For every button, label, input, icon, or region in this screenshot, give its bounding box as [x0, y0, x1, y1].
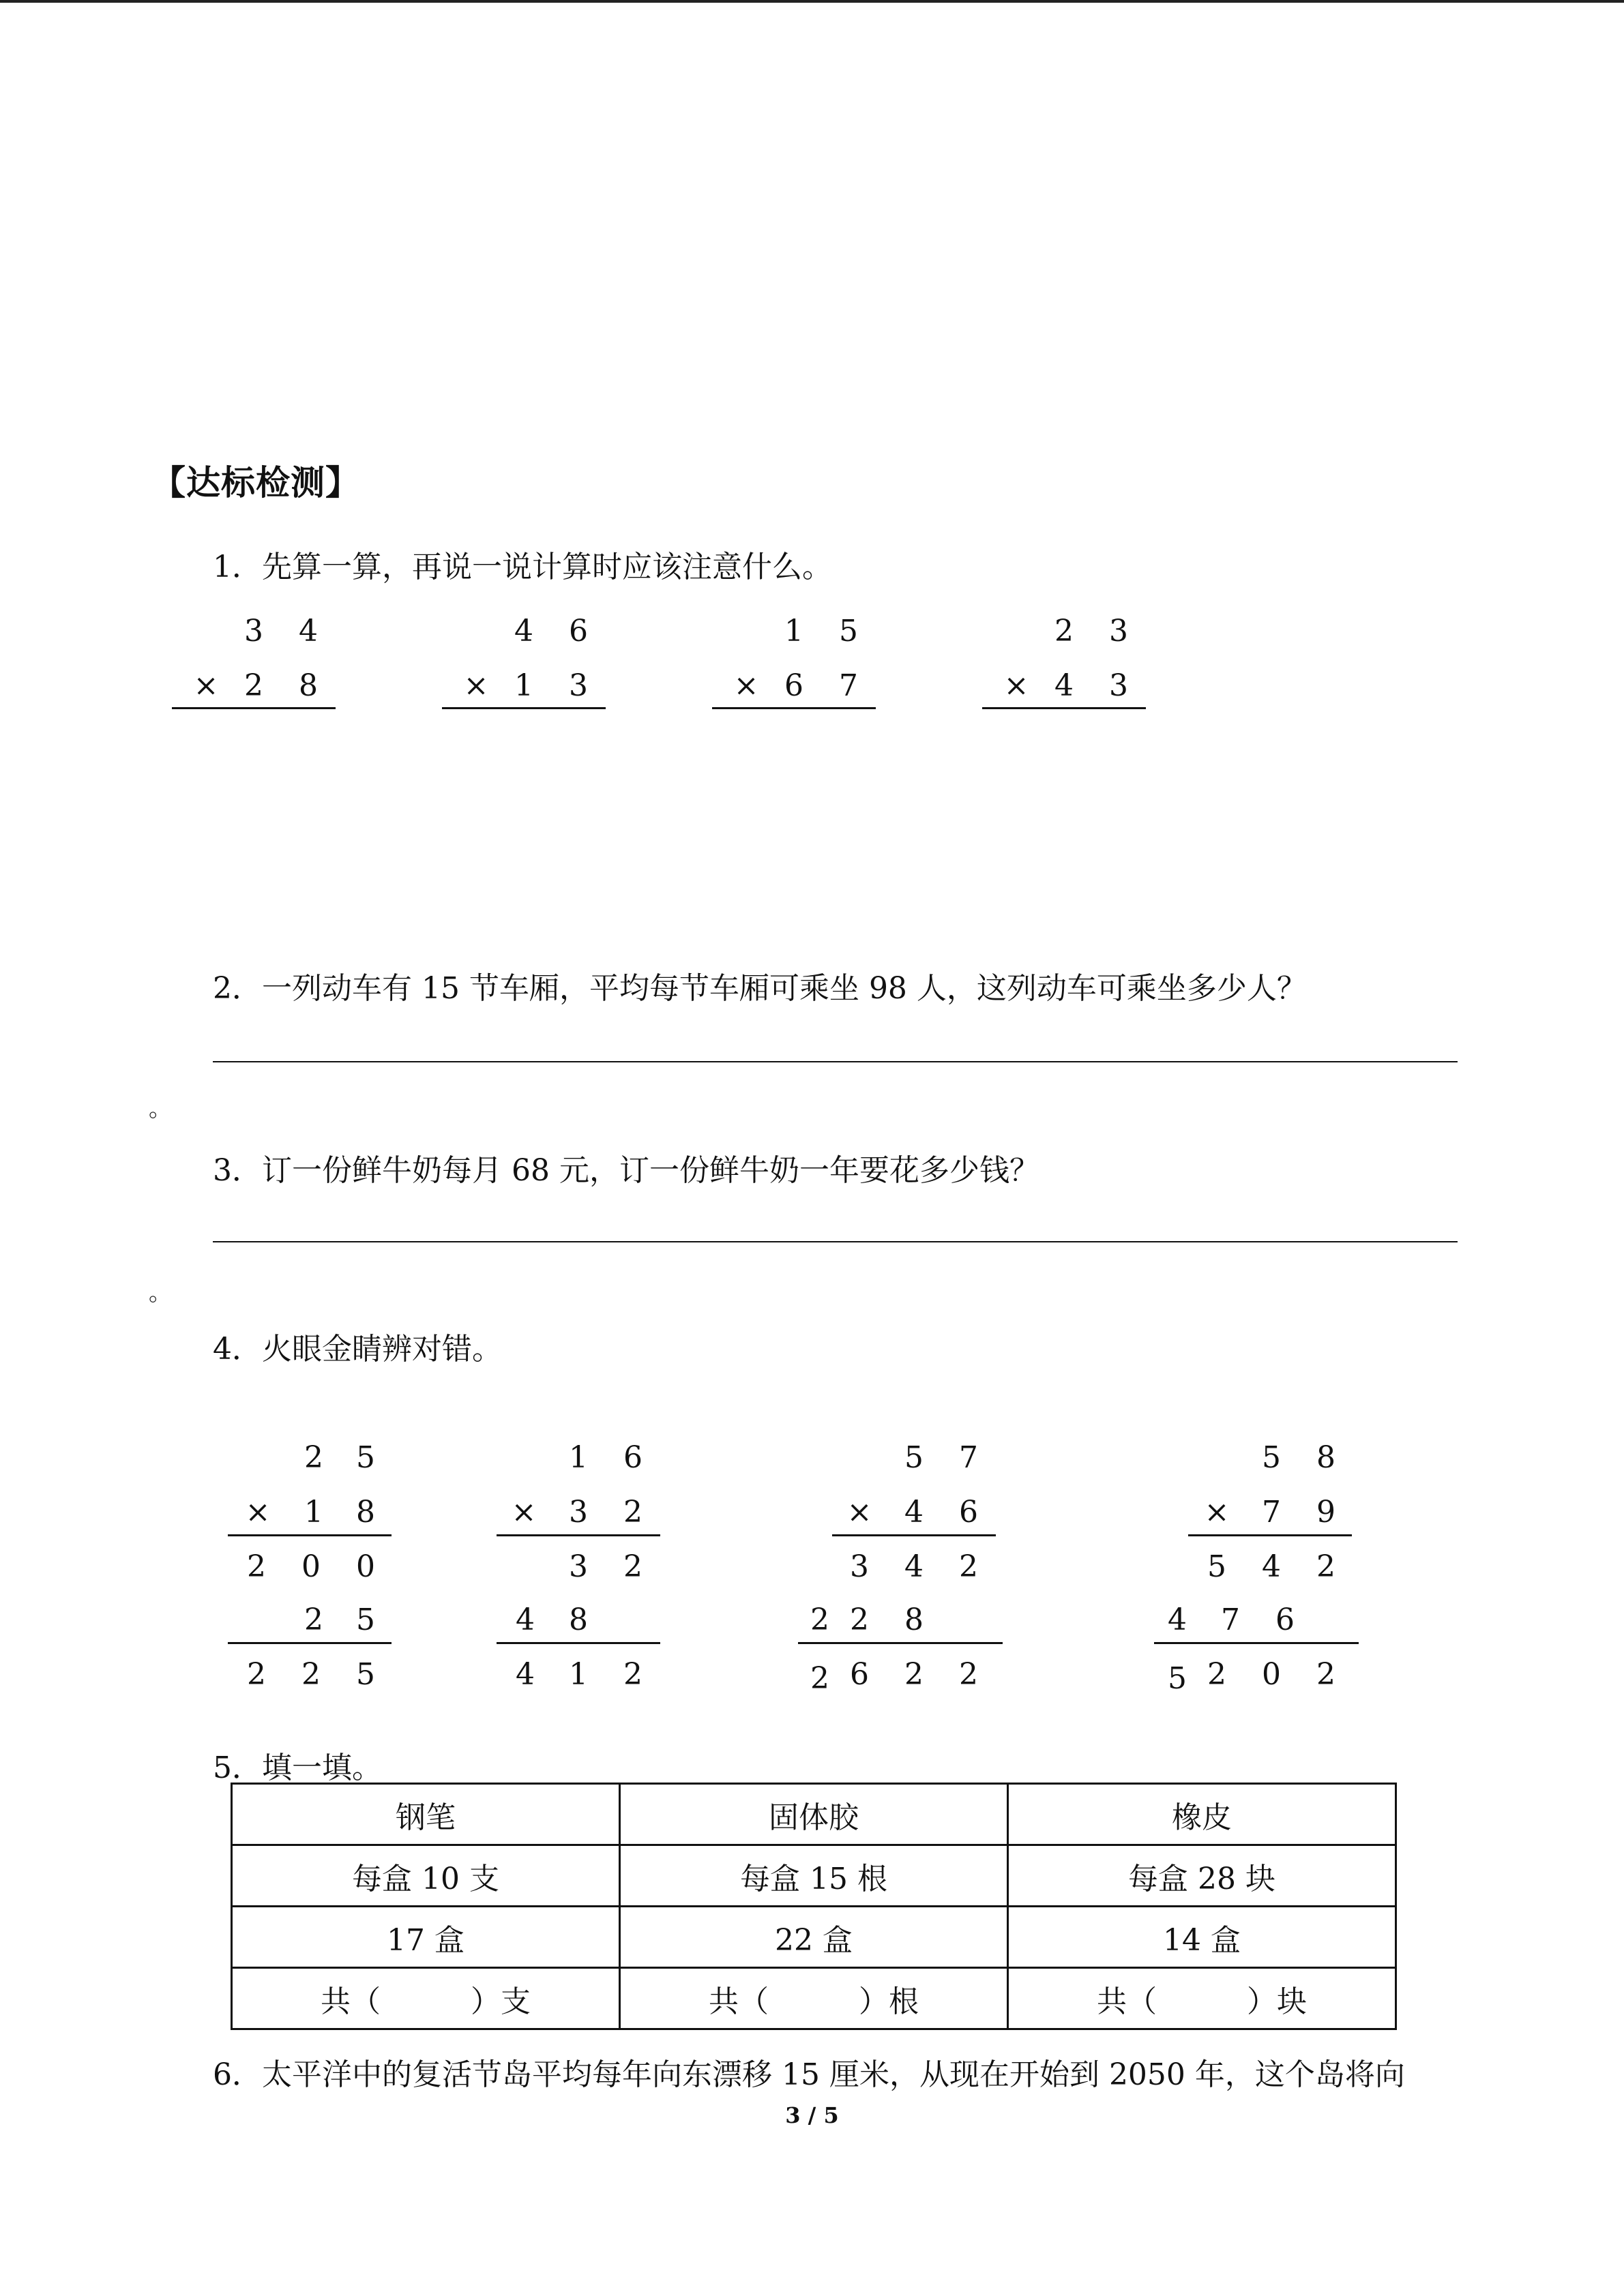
table-answer-cell: 共（ ）块 — [1008, 1968, 1396, 2029]
q4-text: 4．火眼金睛辨对错。 — [213, 1332, 502, 1367]
digit: 8 — [299, 668, 318, 703]
digit: 4 — [516, 1602, 535, 1637]
result-line — [982, 707, 1146, 709]
digit: 8 — [356, 1495, 375, 1530]
digit: 1 — [784, 614, 803, 648]
digit: 3 — [569, 1495, 588, 1530]
digit: 4 — [1054, 668, 1074, 703]
table-answer-cell: 共（ ）支 — [232, 1968, 620, 2029]
digit: 5 — [356, 1657, 375, 1692]
section-title: 【达标检测】 — [151, 463, 360, 503]
end-mark: 。 — [149, 1095, 172, 1122]
digit: 2 — [1316, 1549, 1335, 1584]
digit: 3 — [569, 668, 588, 703]
q6-text: 6．太平洋中的复活节岛平均每年向东漂移 15 厘米，从现在开始到 2050 年，这个岛将向 — [213, 2057, 1405, 2092]
times-sign: × — [846, 1495, 872, 1530]
digit: 2 — [959, 1549, 978, 1584]
table-cell: 17 盒 — [232, 1907, 620, 1968]
q2-text: 2．一列动车有 15 节车厢，平均每节车厢可乘坐 98 人，这列动车可乘坐多少人？ — [213, 971, 1307, 1006]
digit: 5 — [904, 1440, 924, 1475]
times-sign: × — [245, 1495, 271, 1530]
digit: 8 — [569, 1602, 588, 1637]
times-sign: × — [463, 668, 489, 703]
digit: 2 — [1207, 1657, 1226, 1692]
digit: 7 — [959, 1440, 978, 1475]
table-row — [232, 1968, 1396, 2029]
digit: 1 — [569, 1657, 588, 1692]
digit: 7 — [1262, 1495, 1281, 1530]
digit: 4 — [299, 614, 318, 648]
result-line — [1154, 1642, 1359, 1644]
digit: 8 — [1316, 1440, 1335, 1475]
digit: 4 — [514, 614, 533, 648]
q1-text: 1．先算一算，再说一说计算时应该注意什么。 — [213, 550, 832, 584]
times-sign: × — [733, 668, 759, 703]
fill-table — [231, 1783, 1397, 2030]
digit: 4 — [904, 1495, 924, 1530]
result-line — [798, 1642, 1003, 1644]
result-line — [712, 707, 876, 709]
digit: 1 — [304, 1495, 323, 1530]
result-line — [442, 707, 606, 709]
digit: 1 — [569, 1440, 588, 1475]
digit: 0 — [1262, 1657, 1281, 1692]
digit: 2 — [810, 1661, 829, 1696]
digit: 3 — [1109, 614, 1128, 648]
digit: 5 — [356, 1602, 375, 1637]
digit: 8 — [904, 1602, 924, 1637]
table-header-pen: 钢笔 — [232, 1784, 620, 1845]
digit: 2 — [304, 1602, 323, 1637]
digit: 2 — [304, 1440, 323, 1475]
result-line — [1188, 1534, 1352, 1536]
digit: 0 — [356, 1549, 375, 1584]
result-line — [228, 1534, 392, 1536]
answer-line — [213, 1061, 1458, 1062]
digit: 9 — [1316, 1495, 1335, 1530]
table-row — [232, 1784, 1396, 1845]
table-answer-cell: 共（ ）根 — [620, 1968, 1008, 2029]
end-mark: 。 — [149, 1279, 172, 1307]
digit: 2 — [623, 1657, 643, 1692]
digit: 2 — [959, 1657, 978, 1692]
digit: 2 — [623, 1495, 643, 1530]
digit: 5 — [1207, 1549, 1226, 1584]
times-sign: × — [1204, 1495, 1230, 1530]
table-cell: 22 盒 — [620, 1907, 1008, 1968]
digit: 2 — [301, 1657, 321, 1692]
digit: 2 — [623, 1549, 643, 1584]
times-sign: × — [511, 1495, 537, 1530]
digit: 5 — [1262, 1440, 1281, 1475]
table-row — [232, 1845, 1396, 1907]
result-line — [228, 1642, 392, 1644]
digit: 2 — [247, 1657, 266, 1692]
table-row — [232, 1907, 1396, 1968]
digit: 4 — [516, 1657, 535, 1692]
result-line — [832, 1534, 996, 1536]
answer-line — [213, 1241, 1458, 1242]
table-header-glue: 固体胶 — [620, 1784, 1008, 1845]
digit: 4 — [904, 1549, 924, 1584]
digit: 1 — [514, 668, 533, 703]
digit: 0 — [301, 1549, 321, 1584]
result-line — [497, 1642, 660, 1644]
digit: 6 — [1275, 1602, 1295, 1637]
page-number: 3 / 5 — [785, 2102, 839, 2128]
table-cell: 每盒 28 块 — [1008, 1845, 1396, 1907]
top-border — [0, 0, 1624, 3]
table-cell: 每盒 10 支 — [232, 1845, 620, 1907]
digit: 2 — [1316, 1657, 1335, 1692]
digit: 5 — [356, 1440, 375, 1475]
result-line — [497, 1534, 660, 1536]
q3-text: 3．订一份鲜牛奶每月 68 元，订一份鲜牛奶一年要花多少钱？ — [213, 1153, 1039, 1188]
digit: 6 — [959, 1495, 978, 1530]
digit: 6 — [569, 614, 588, 648]
digit: 2 — [904, 1657, 924, 1692]
digit: 5 — [839, 614, 858, 648]
digit: 6 — [850, 1657, 869, 1692]
table-header-eraser: 橡皮 — [1008, 1784, 1396, 1845]
times-sign: × — [1003, 668, 1029, 703]
digit: 7 — [1221, 1602, 1240, 1637]
result-line — [172, 707, 336, 709]
digit: 7 — [839, 668, 858, 703]
times-sign: × — [193, 668, 219, 703]
digit: 5 — [1168, 1661, 1187, 1696]
q5-text: 5．填一填。 — [213, 1750, 382, 1785]
digit: 4 — [1168, 1602, 1187, 1637]
digit: 3 — [244, 614, 263, 648]
digit: 2 — [1054, 614, 1074, 648]
digit: 2 — [244, 668, 263, 703]
digit: 4 — [1262, 1549, 1281, 1584]
table-cell: 每盒 15 根 — [620, 1845, 1008, 1907]
digit: 6 — [623, 1440, 643, 1475]
digit: 3 — [850, 1549, 869, 1584]
digit: 2 — [850, 1602, 869, 1637]
digit: 6 — [784, 668, 803, 703]
table-cell: 14 盒 — [1008, 1907, 1396, 1968]
digit: 2 — [247, 1549, 266, 1584]
digit: 2 — [810, 1602, 829, 1637]
digit: 3 — [569, 1549, 588, 1584]
digit: 3 — [1109, 668, 1128, 703]
